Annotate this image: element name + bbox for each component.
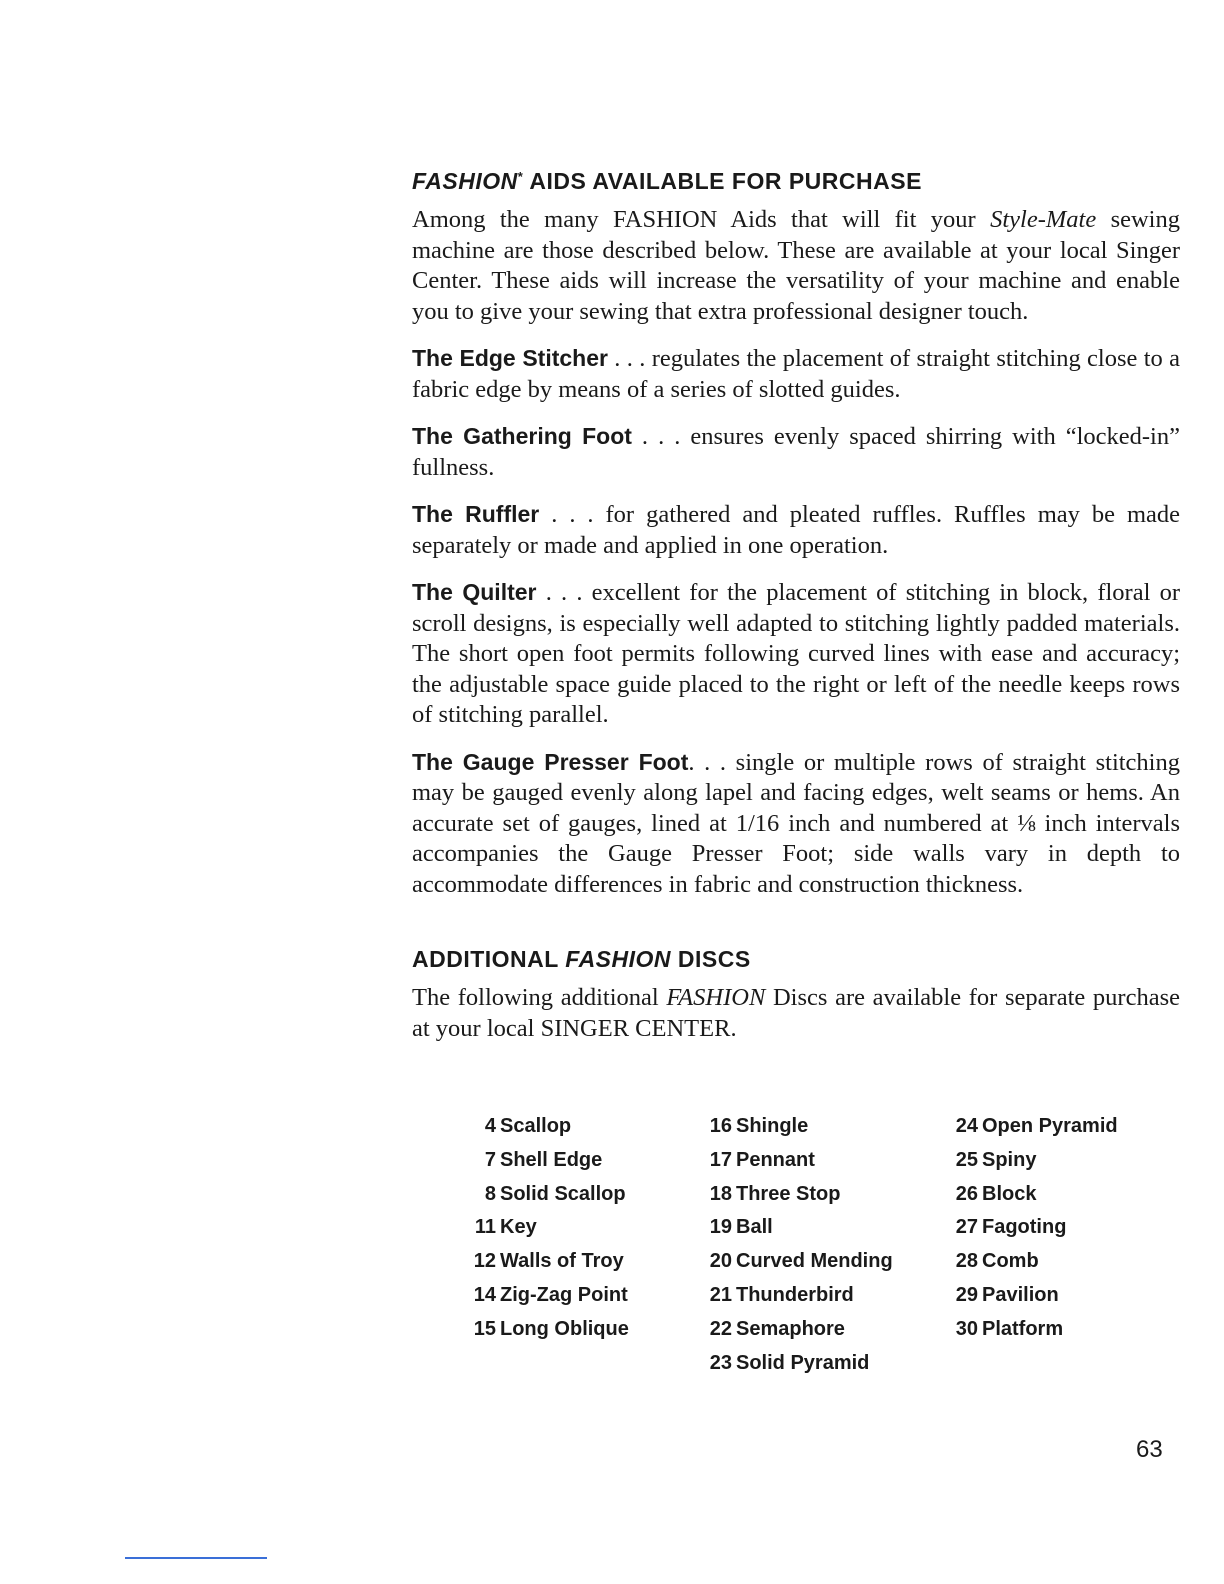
disc-number: 8 — [484, 1182, 496, 1205]
page-content — [412, 168, 1180, 1044]
disc-number: 25 — [955, 1148, 978, 1171]
disc-number: 20 — [709, 1250, 732, 1273]
disc-item — [466, 1178, 629, 1212]
disc-item — [702, 1279, 893, 1313]
disc-number: 30 — [955, 1317, 978, 1340]
disc-item — [466, 1245, 629, 1279]
disc-column-3 — [948, 1110, 1118, 1347]
disc-item — [702, 1110, 893, 1144]
aid-name: The Gauge Presser Foot — [412, 748, 689, 775]
aid-description: . . . for gathered and pleated ruffles. Ruffles may be made separately or made and applied in one operation. — [412, 501, 1181, 559]
aid-name: The Edge Stitcher — [412, 345, 608, 371]
aid-description: . . . single or multiple rows of straight stitching may be gauged evenly along lapel and facing edges, welt seams or hems. An accurate set of gauges, lined at 1/16 inch and numbered at ⅛ inch intervals accompanies the Gauge Presser Foot; side walls vary in depth to accommodate differences in fabric and construction thickness. — [412, 748, 1180, 898]
heading-rest: AIDS AVAILABLE FOR PURCHASE — [523, 168, 922, 194]
disc-item — [466, 1313, 629, 1347]
disc-item — [466, 1144, 629, 1178]
disc-item — [466, 1211, 629, 1245]
aid-description: . . . regulates the placement of straight stitching close to a fabric edge by means of a series of slotted guides. — [412, 345, 1180, 403]
disc-name: Spiny — [982, 1148, 1037, 1171]
disc-item — [702, 1347, 893, 1381]
disc-item — [948, 1144, 1118, 1178]
disc-name: Solid Pyramid — [736, 1351, 870, 1374]
disc-item — [702, 1211, 893, 1245]
disc-item — [702, 1178, 893, 1212]
section-heading-aids — [412, 168, 1180, 195]
aid-quilter — [412, 577, 1180, 731]
disc-name: Comb — [982, 1250, 1039, 1273]
aid-description: . . . ensures evenly spaced shirring with “locked-in” fullness. — [412, 423, 1180, 481]
intro-text-b: sewing machine are those described below. These are available at your local Singer Center. These aids will increase the versatility of your machine and enable you to give your sewing that extra professional designer touch. — [412, 206, 1180, 325]
footer-rule — [125, 1557, 267, 1559]
disc-name: Long Oblique — [500, 1317, 629, 1340]
disc-item — [466, 1279, 629, 1313]
intro-brand: FASHION — [666, 984, 766, 1011]
disc-name: Zig-Zag Point — [500, 1283, 628, 1306]
disc-item — [702, 1313, 893, 1347]
disc-number: 18 — [709, 1182, 732, 1205]
section-additional-discs — [412, 946, 1180, 1044]
aid-gathering-foot — [412, 421, 1180, 483]
heading-part: ADDITIONAL — [412, 946, 566, 972]
disc-number: 4 — [484, 1115, 496, 1137]
disc-number: 7 — [484, 1148, 496, 1171]
disc-number: 16 — [709, 1115, 732, 1137]
aid-description: . . . excellent for the placement of stitching in block, floral or scroll designs, is especially well adapted to stitching lightly padded materials. The short open foot permits following curved lines with ease and accuracy; the adjustable space guide placed to the right or left of the needle keeps rows of stitching parallel. — [412, 579, 1180, 728]
aid-name: The Quilter — [412, 579, 537, 605]
disc-column-2 — [702, 1110, 893, 1380]
disc-number: 12 — [473, 1250, 496, 1273]
disc-name: Open Pyramid — [982, 1115, 1118, 1137]
disc-number: 28 — [955, 1250, 978, 1273]
disc-name: Pennant — [736, 1148, 815, 1171]
disc-name: Curved Mending — [736, 1250, 893, 1273]
disc-number: 14 — [473, 1283, 496, 1306]
disc-name: Key — [500, 1216, 537, 1239]
disc-number: 24 — [955, 1115, 978, 1137]
intro-brand: Style-Mate — [990, 206, 1097, 233]
disc-name: Platform — [982, 1317, 1064, 1340]
intro-text-a: Among the many FASHION Aids that will fit your — [412, 206, 991, 233]
heading-part: DISCS — [671, 946, 751, 972]
disc-number: 29 — [955, 1283, 978, 1306]
disc-number: 15 — [473, 1317, 496, 1340]
disc-item — [948, 1110, 1118, 1144]
disc-name: Walls of Troy — [500, 1250, 624, 1273]
heading-brand: FASHION — [565, 946, 672, 972]
heading-brand: FASHION — [412, 168, 518, 194]
disc-item — [702, 1144, 893, 1178]
aid-edge-stitcher — [412, 343, 1180, 405]
disc-name: Scallop — [500, 1115, 572, 1137]
discs-intro — [412, 983, 1180, 1044]
disc-name: Thunderbird — [736, 1283, 854, 1306]
disc-column-1 — [466, 1110, 629, 1347]
disc-name: Ball — [736, 1216, 773, 1239]
aid-gauge-presser-foot — [412, 747, 1180, 901]
disc-item — [948, 1178, 1118, 1212]
disc-item — [948, 1313, 1118, 1347]
disc-item — [948, 1211, 1118, 1245]
disc-item — [948, 1279, 1118, 1313]
disc-name: Pavilion — [982, 1283, 1059, 1306]
disc-name: Semaphore — [736, 1317, 845, 1340]
aid-name: The Ruffler — [412, 501, 540, 527]
disc-name: Solid Scallop — [500, 1182, 626, 1205]
aid-name: The Gathering Foot — [412, 423, 632, 449]
disc-name: Block — [982, 1182, 1037, 1205]
disc-item — [466, 1110, 629, 1144]
disc-number: 22 — [709, 1317, 732, 1340]
disc-name: Fagoting — [982, 1216, 1067, 1239]
page-number: 63 — [1136, 1436, 1163, 1463]
disc-name: Three Stop — [736, 1182, 841, 1205]
disc-number: 23 — [709, 1351, 732, 1374]
disc-number: 21 — [709, 1283, 732, 1306]
disc-number: 27 — [955, 1216, 978, 1239]
disc-name: Shell Edge — [500, 1148, 603, 1171]
intro-text-b: Discs are available for separate purchase at your local SINGER CENTER. — [412, 984, 1180, 1042]
section-heading-discs — [412, 946, 1180, 973]
disc-number: 17 — [709, 1148, 732, 1171]
disc-number: 11 — [474, 1216, 496, 1239]
disc-item — [948, 1245, 1118, 1279]
disc-name: Shingle — [736, 1115, 809, 1137]
trademark-mark: * — [517, 169, 524, 184]
disc-number: 19 — [709, 1216, 732, 1239]
intro-text-a: The following additional — [412, 984, 667, 1011]
aids-intro — [412, 205, 1180, 327]
disc-number: 26 — [955, 1182, 978, 1205]
disc-item — [702, 1245, 893, 1279]
aid-ruffler — [412, 499, 1180, 561]
